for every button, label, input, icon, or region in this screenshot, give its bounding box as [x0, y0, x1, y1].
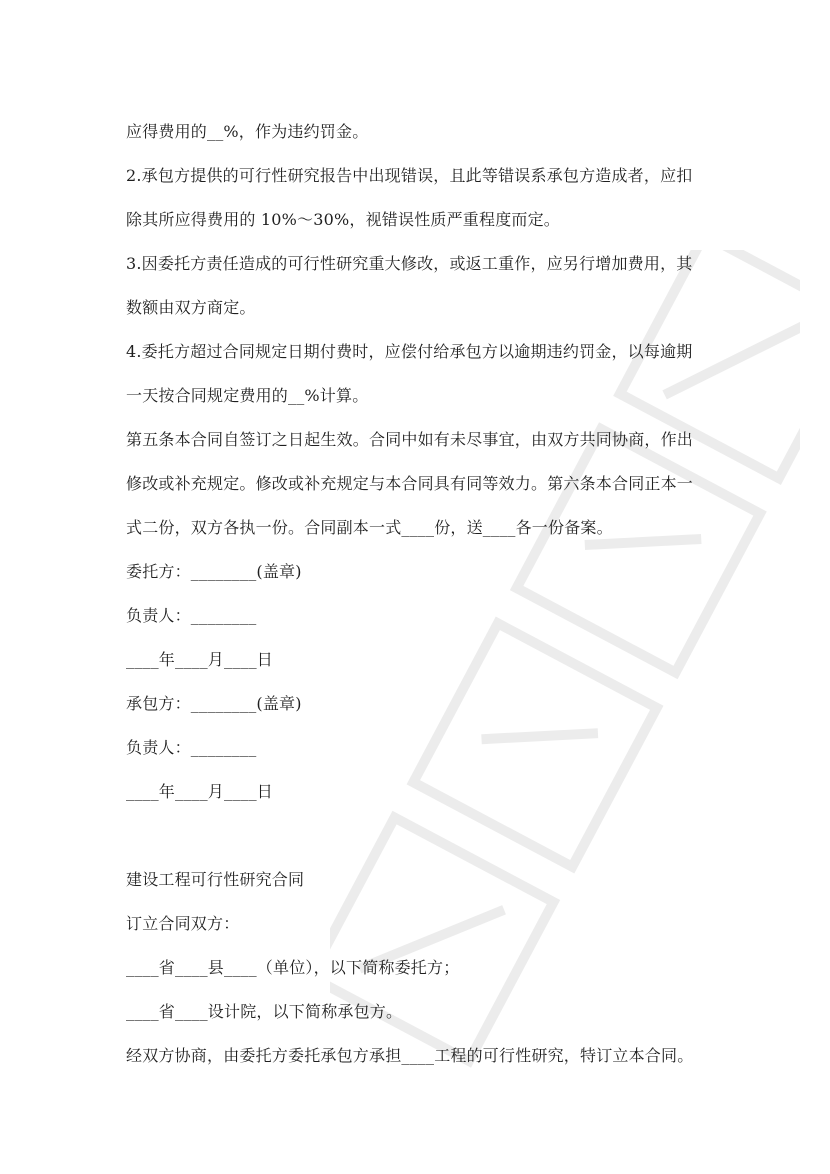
text-line-4: 3.因委托方责任造成的可行性研究重大修改，或返工重作，应另行增加费用，其	[126, 254, 693, 273]
text-line-9: 修改或补充规定。修改或补充规定与本合同具有同等效力。第六条本合同正本一	[126, 474, 694, 493]
text-line-2: 2.承包方提供的可行性研究报告中出现错误，且此等错误系承包方造成者，应扣	[126, 166, 693, 185]
contract-title: 建设工程可行性研究合同	[126, 870, 305, 889]
text-line-19: ____省____县____（单位），以下简称委托方；	[126, 958, 460, 977]
document-body	[126, 110, 716, 1078]
text-line-1: 应得费用的__%，作为违约罚金。	[126, 122, 369, 141]
client-signature-line: 委托方：________(盖章)	[126, 562, 302, 581]
contractor-date-line: ____年____月____日	[126, 782, 274, 801]
text-line-6: 4.委托方超过合同规定日期付费时，应偿付给承包方以逾期违约罚金，以每逾期	[126, 342, 693, 361]
client-responsible-person-line: 负责人：________	[126, 606, 257, 625]
text-line-10: 式二份，双方各执一份。合同副本一式____份，送____各一份备案。	[126, 518, 613, 537]
text-line-8: 第五条本合同自签订之日起生效。合同中如有未尽事宜，由双方共同协商，作出	[126, 430, 694, 449]
contractor-responsible-person-line: 负责人：________	[126, 738, 257, 757]
client-date-line: ____年____月____日	[126, 650, 274, 669]
text-line-21: 经双方协商，由委托方委托承包方承担____工程的可行性研究，特订立本合同。	[126, 1046, 694, 1065]
text-line-3: 除其所应得费用的 10%～30%，视错误性质严重程度而定。	[126, 210, 561, 229]
text-line-7: 一天按合同规定费用的__%计算。	[126, 386, 369, 405]
text-line-20: ____省____设计院，以下简称承包方。	[126, 1002, 403, 1021]
text-line-18: 订立合同双方：	[126, 914, 240, 933]
text-line-5: 数额由双方商定。	[126, 298, 256, 317]
contractor-signature-line: 承包方：________(盖章)	[126, 694, 302, 713]
blank-line	[126, 814, 716, 858]
